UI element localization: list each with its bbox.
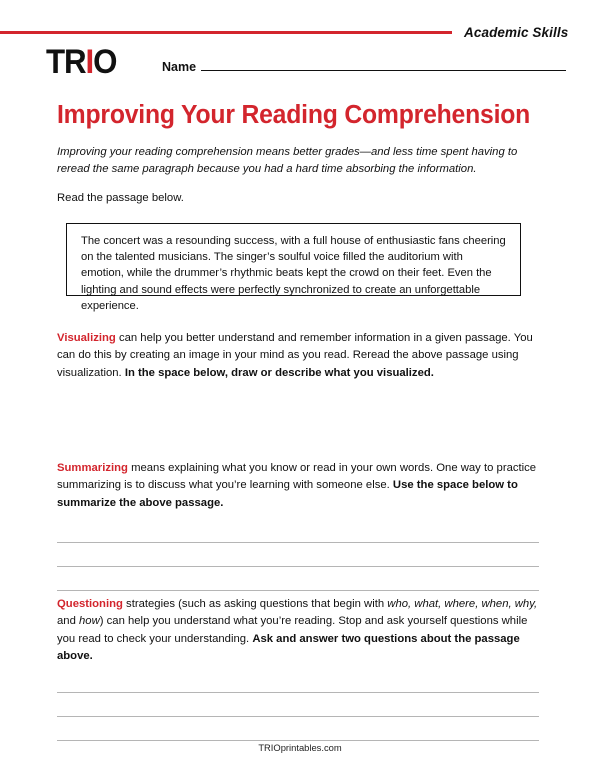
write-line[interactable] [57,567,539,591]
footer-url: TRIOprintables.com [258,742,342,753]
questioning-italic-words: who, what, where, when, why, [387,598,538,610]
write-line[interactable] [57,519,539,543]
header-red-rule [0,31,452,34]
category-label: Academic Skills [464,24,569,40]
summarizing-bold-instruction: Use the space below to summarize the above passage. [57,479,518,509]
passage-box [66,223,521,312]
logo-text-tr: TR [46,43,86,81]
name-label: Name [162,60,197,74]
questioning-body-1: strategies (such as asking questions that begin with [122,598,388,610]
logo-name-row [46,43,566,82]
section-questioning [57,596,539,666]
write-line[interactable] [57,717,539,741]
intro-paragraph: Improving your reading comprehension means better grades—and less time spent having to reread the same paragraph because you had a hard time absorbing the information. [57,146,518,175]
write-line[interactable] [57,669,539,693]
summarizing-body: means explaining what you know or read in your own words. One way to practice summarizing is to discuss what you’re learning with someone else. [57,462,537,492]
section-visualizing [57,330,539,382]
read-instruction: Read the passage below. [57,192,184,204]
trio-logo [46,45,116,79]
visualizing-bold-instruction: In the space below, draw or describe what you visualized. [124,366,434,379]
questioning-bold-instruction: Ask and answer two questions about the passage above. [57,632,520,663]
header-rule-row [0,22,600,42]
visualizing-body: can help you better understand and remember information in a given passage. You can do this by creating an image in your mind as you read. Reread the above passage using visualization. [57,332,533,379]
write-line[interactable] [57,543,539,567]
questioning-italic-word-how: how [79,615,100,628]
questioning-body-2: and [57,615,79,628]
keyword-summarizing: Summarizing [57,462,128,474]
questioning-body-3: ) can help you understand what you’re reading. Stop and ask yourself questions while you read to check your understanding. [57,615,528,645]
name-field-group [162,57,566,74]
visualizing-answer-space[interactable] [57,388,539,454]
section-summarizing [57,460,539,512]
write-line[interactable] [57,693,539,717]
passage-text: The concert was a resounding success, with a full house of enthusiastic fans cheering on the talented musicians. The singer’s soulful voice filled the auditorium with emotion, while the drummer’s rhythmic beats kept the crowd on their feet. Even the lighting and sound effects were perfectly synchronized to create an unforgettable experience. [81,235,506,312]
name-input-line[interactable] [201,57,566,71]
page-title: Improving Your Reading Comprehension [57,101,531,129]
summarizing-answer-lines [57,519,539,591]
keyword-visualizing: Visualizing [57,332,116,344]
keyword-questioning: Questioning [57,598,123,610]
logo-text-o: O [93,43,117,81]
questioning-answer-lines [57,669,539,741]
logo-text-i: I [85,43,94,81]
